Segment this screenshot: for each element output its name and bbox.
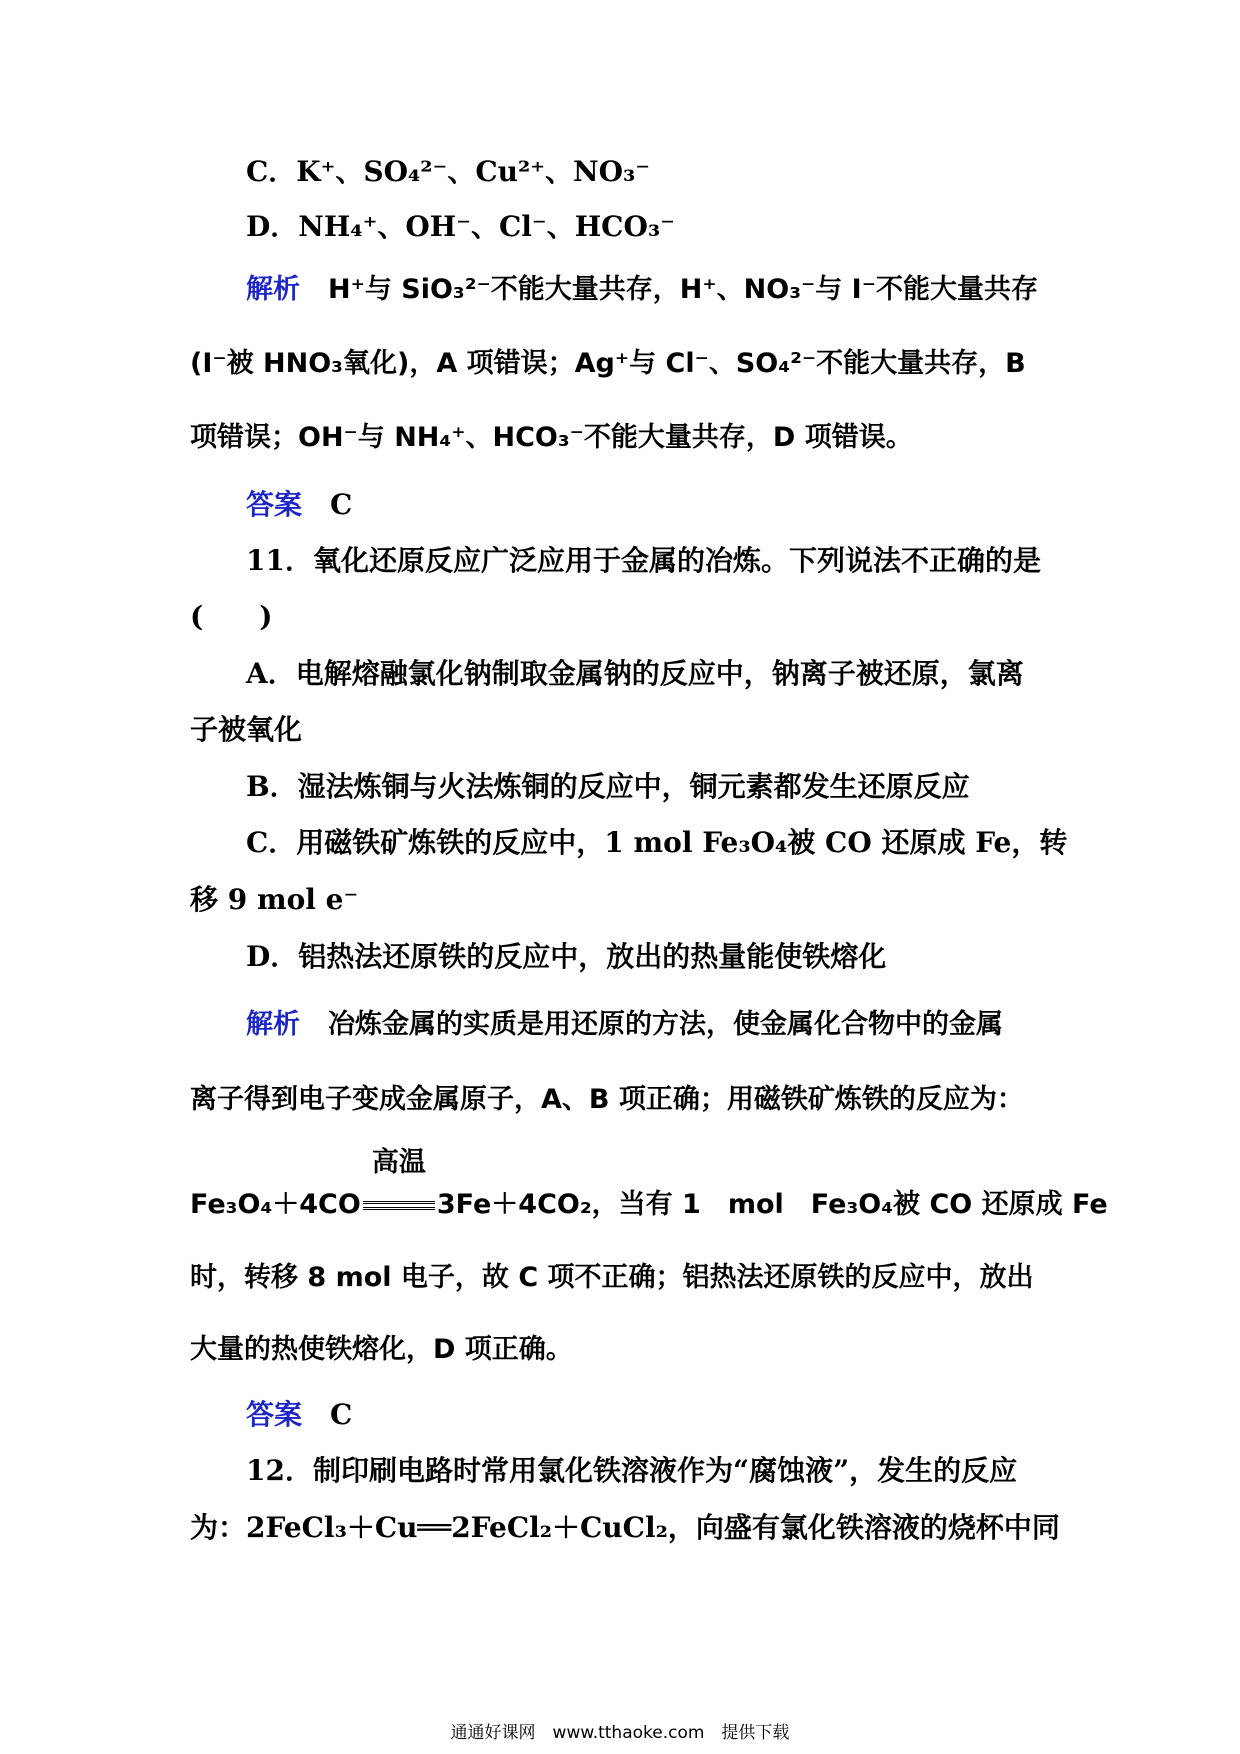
q11-analysis-line-1: 解析 冶炼金属的实质是用还原的方法，使金属化合物中的金属 — [246, 1009, 1003, 1040]
q10-option-c: C．K⁺、SO₄²⁻、Cu²⁺、NO₃⁻ — [246, 155, 651, 188]
q10-answer — [246, 485, 352, 525]
q11-analysis-line-5: 大量的热使铁熔化，D 项正确。 — [190, 1334, 573, 1365]
q11-equation-line: Fe₃O₄＋4CO 高温 3Fe＋4CO₂，当有 1 mol Fe₃O₄被 CO 还原成 Fe — [190, 1185, 1108, 1225]
q10-analysis-line-3: 项错误；OH⁻与 NH₄⁺、HCO₃⁻不能大量共存，D 项错误。 — [190, 422, 913, 453]
q11-option-d: D．铝热法还原铁的反应中，放出的热量能使铁熔化 — [246, 940, 887, 973]
q10-analysis-line-2: (I⁻被 HNO₃氧化)，A 项错误；Ag⁺与 Cl⁻、SO₄²⁻不能大量共存，B — [190, 348, 1026, 379]
equation-condition: 高温 — [371, 1147, 426, 1178]
answer-label: 答案 — [246, 488, 303, 521]
page-footer: 通通好课网 www.tthaoke.com 提供下载 — [450, 1723, 790, 1743]
q11-stem-line-2: ( ) — [190, 600, 273, 633]
answer-value: C — [330, 488, 353, 521]
q11-option-a-line-2: 子被氧化 — [190, 713, 303, 746]
analysis-label: 解析 — [246, 274, 300, 305]
q11-option-a-line-1: A．电解熔融氯化钠制取金属钠的反应中，钠离子被还原，氯离 — [246, 657, 1024, 690]
analysis-label: 解析 — [246, 1009, 300, 1040]
q12-stem-line-2: 为：2FeCl₃＋Cu══2FeCl₂＋CuCl₂，向盛有氯化铁溶液的烧杯中同 — [190, 1511, 1060, 1544]
q11-answer — [246, 1395, 352, 1435]
q11-option-b: B．湿法炼铜与火法炼铜的反应中，铜元素都发生还原反应 — [246, 770, 970, 803]
q10-analysis-line-1: 解析 H⁺与 SiO₃²⁻不能大量共存，H⁺、NO₃⁻与 I⁻不能大量共存 — [246, 274, 1038, 305]
equation-equals-sign — [363, 1201, 435, 1210]
q11-option-c-line-1: C．用磁铁矿炼铁的反应中，1 mol Fe₃O₄被 CO 还原成 Fe，转 — [246, 826, 1068, 859]
q12-stem-line-1: 12．制印刷电路时常用氯化铁溶液作为“腐蚀液”，发生的反应 — [246, 1454, 1018, 1487]
q11-stem-line-1: 11．氧化还原反应广泛应用于金属的冶炼。下列说法不正确的是 — [246, 544, 1041, 577]
answer-label: 答案 — [246, 1398, 303, 1431]
q11-analysis-line-2: 离子得到电子变成金属原子，A、B 项正确；用磁铁矿炼铁的反应为： — [190, 1084, 1024, 1115]
q11-option-c-line-2: 移 9 mol e⁻ — [190, 883, 359, 916]
q10-option-d: D．NH₄⁺、OH⁻、Cl⁻、HCO₃⁻ — [246, 210, 675, 243]
answer-value: C — [330, 1398, 353, 1431]
q11-analysis-line-4: 时，转移 8 mol 电子，故 C 项不正确；铝热法还原铁的反应中，放出 — [190, 1262, 1034, 1293]
